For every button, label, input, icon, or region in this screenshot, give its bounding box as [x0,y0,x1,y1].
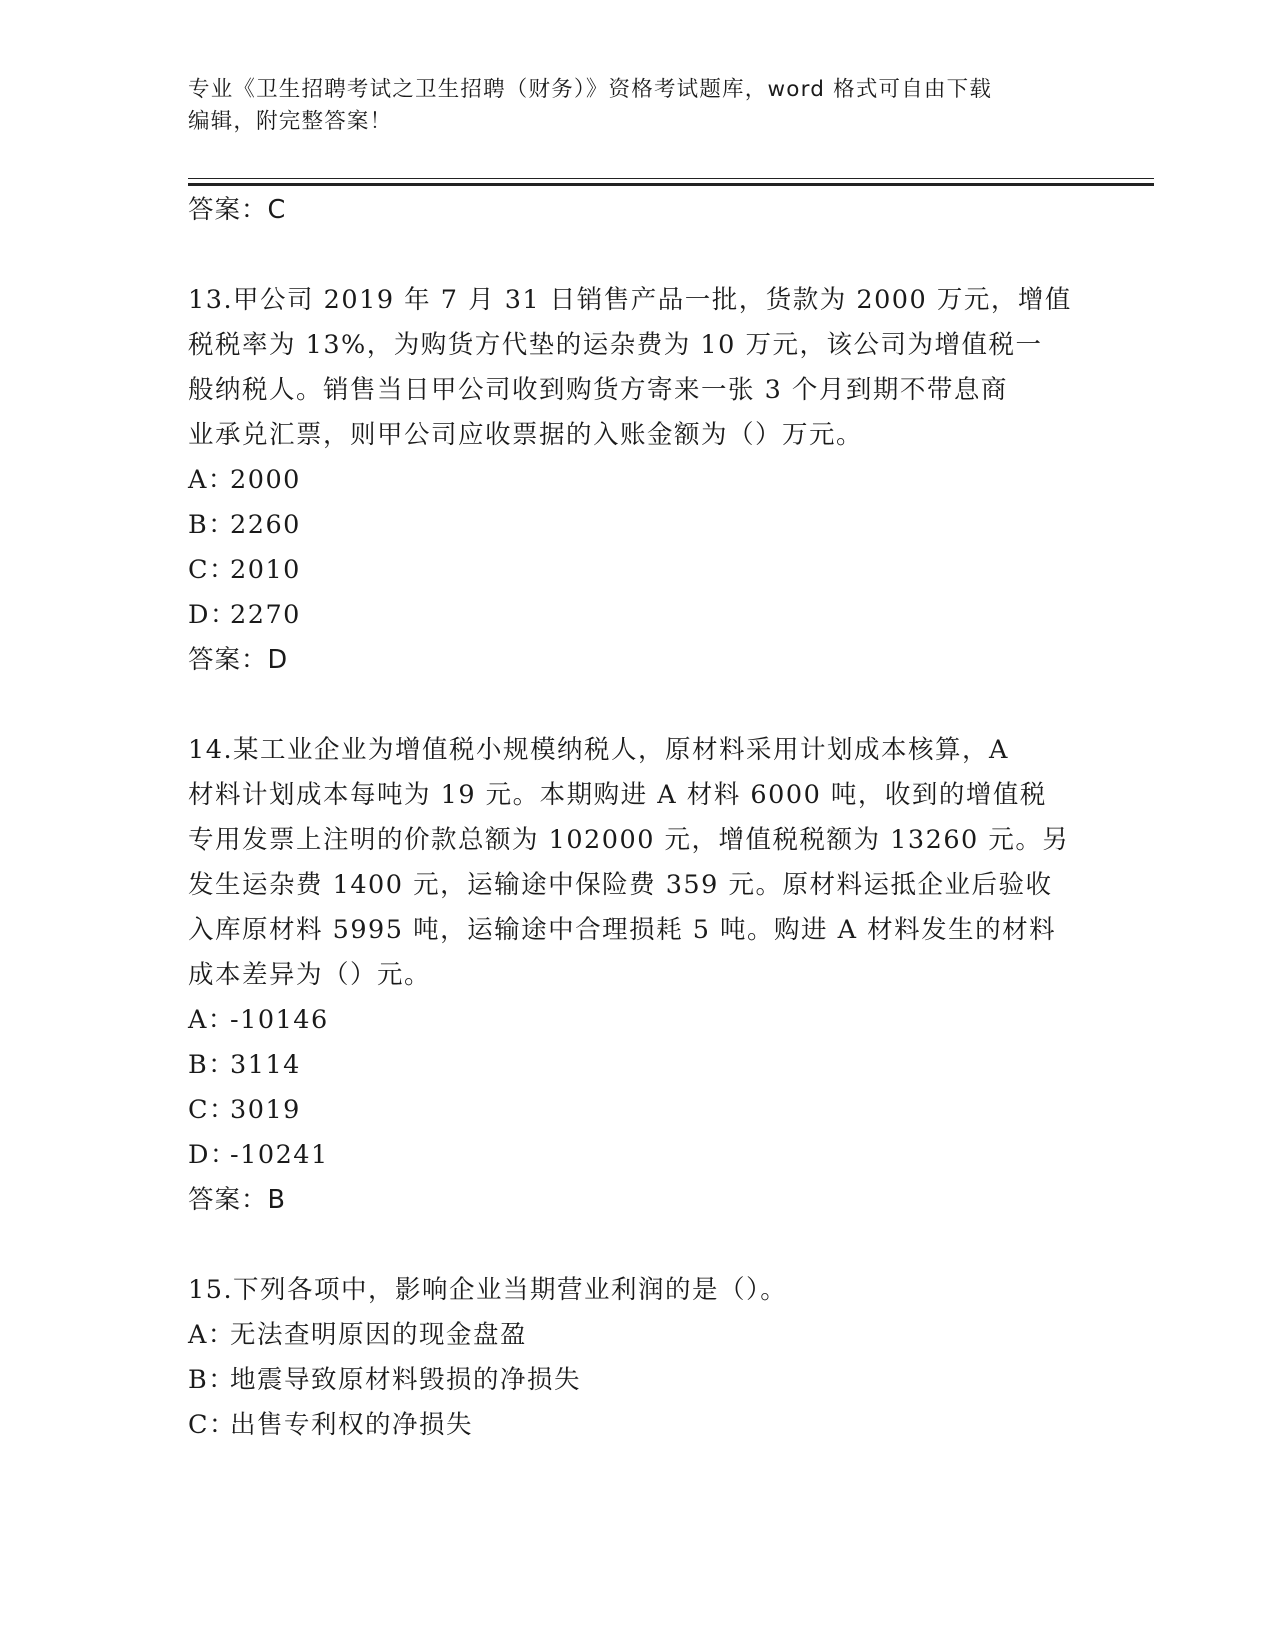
question-14-option-c [188,1094,301,1126]
option-text: 地震导致原材料毁损的净损失 [230,1365,582,1395]
question-14-line: 入库原材料 5995 吨，运输途中合理损耗 5 吨。购进 A 材料发生的材料 [188,915,1057,945]
answer-13: 答案：D [188,645,289,675]
document-header [188,74,1068,138]
question-14-option-d [188,1139,329,1171]
question-13-line: 业承兑汇票，则甲公司应收票据的入账金额为（）万元。 [188,420,864,450]
option-key: C： [188,1095,237,1125]
header-line-2: 编辑，附完整答案！ [188,109,393,134]
question-13-option-b [188,509,301,541]
option-text: 出售专利权的净损失 [230,1410,474,1440]
option-text: 3019 [230,1095,301,1125]
option-key: C： [188,555,237,585]
question-15-option-a [188,1319,527,1351]
option-text: 2270 [230,600,301,630]
option-key: A： [188,1320,235,1350]
question-14-option-a [188,1004,329,1036]
option-text: 2000 [230,465,301,495]
option-text: -10241 [230,1140,329,1170]
answer-14: 答案：B [188,1185,286,1215]
option-key: B： [188,510,236,540]
question-15-line: 15.下列各项中，影响企业当期营业利润的是（）。 [188,1275,788,1305]
question-13-option-a [188,464,301,496]
question-13-line: 税税率为 13%，为购货方代垫的运杂费为 10 万元，该公司为增值税一 [188,330,1043,360]
option-key: A： [188,1005,235,1035]
option-key: A： [188,465,235,495]
question-14-option-b [188,1049,301,1081]
header-divider-thick [188,183,1154,186]
question-14-line: 14.某工业企业为增值税小规模纳税人，原材料采用计划成本核算，A [188,735,1009,765]
question-13-line: 般纳税人。销售当日甲公司收到购货方寄来一张 3 个月到期不带息商 [188,375,1008,405]
option-key: C： [188,1410,237,1440]
question-14-line: 发生运杂费 1400 元，运输途中保险费 359 元。原材料运抵企业后验收 [188,870,1053,900]
option-text: 3114 [230,1050,301,1080]
question-13-option-c [188,554,301,586]
option-key: B： [188,1050,236,1080]
question-14-line: 专用发票上注明的价款总额为 102000 元，增值税税额为 13260 元。另 [188,825,1070,855]
question-13-option-d [188,599,301,631]
option-text: 无法查明原因的现金盘盈 [230,1320,528,1350]
option-key: B： [188,1365,236,1395]
header-divider-thin [188,178,1154,179]
option-text: 2010 [230,555,301,585]
answer-12: 答案：C [188,195,287,225]
option-text: -10146 [230,1005,329,1035]
option-key: D： [188,600,237,630]
question-14-line: 成本差异为（）元。 [188,960,432,990]
question-15-option-b [188,1364,581,1396]
header-line-1: 专业《卫生招聘考试之卫生招聘（财务）》资格考试题库，word 格式可自由下载 [188,77,993,102]
option-key: D： [188,1140,237,1170]
question-15-option-c [188,1409,473,1441]
question-14-line: 材料计划成本每吨为 19 元。本期购进 A 材料 6000 吨，收到的增值税 [188,780,1047,810]
question-13-line: 13.甲公司 2019 年 7 月 31 日销售产品一批，货款为 2000 万元，增值 [188,285,1072,315]
option-text: 2260 [230,510,301,540]
